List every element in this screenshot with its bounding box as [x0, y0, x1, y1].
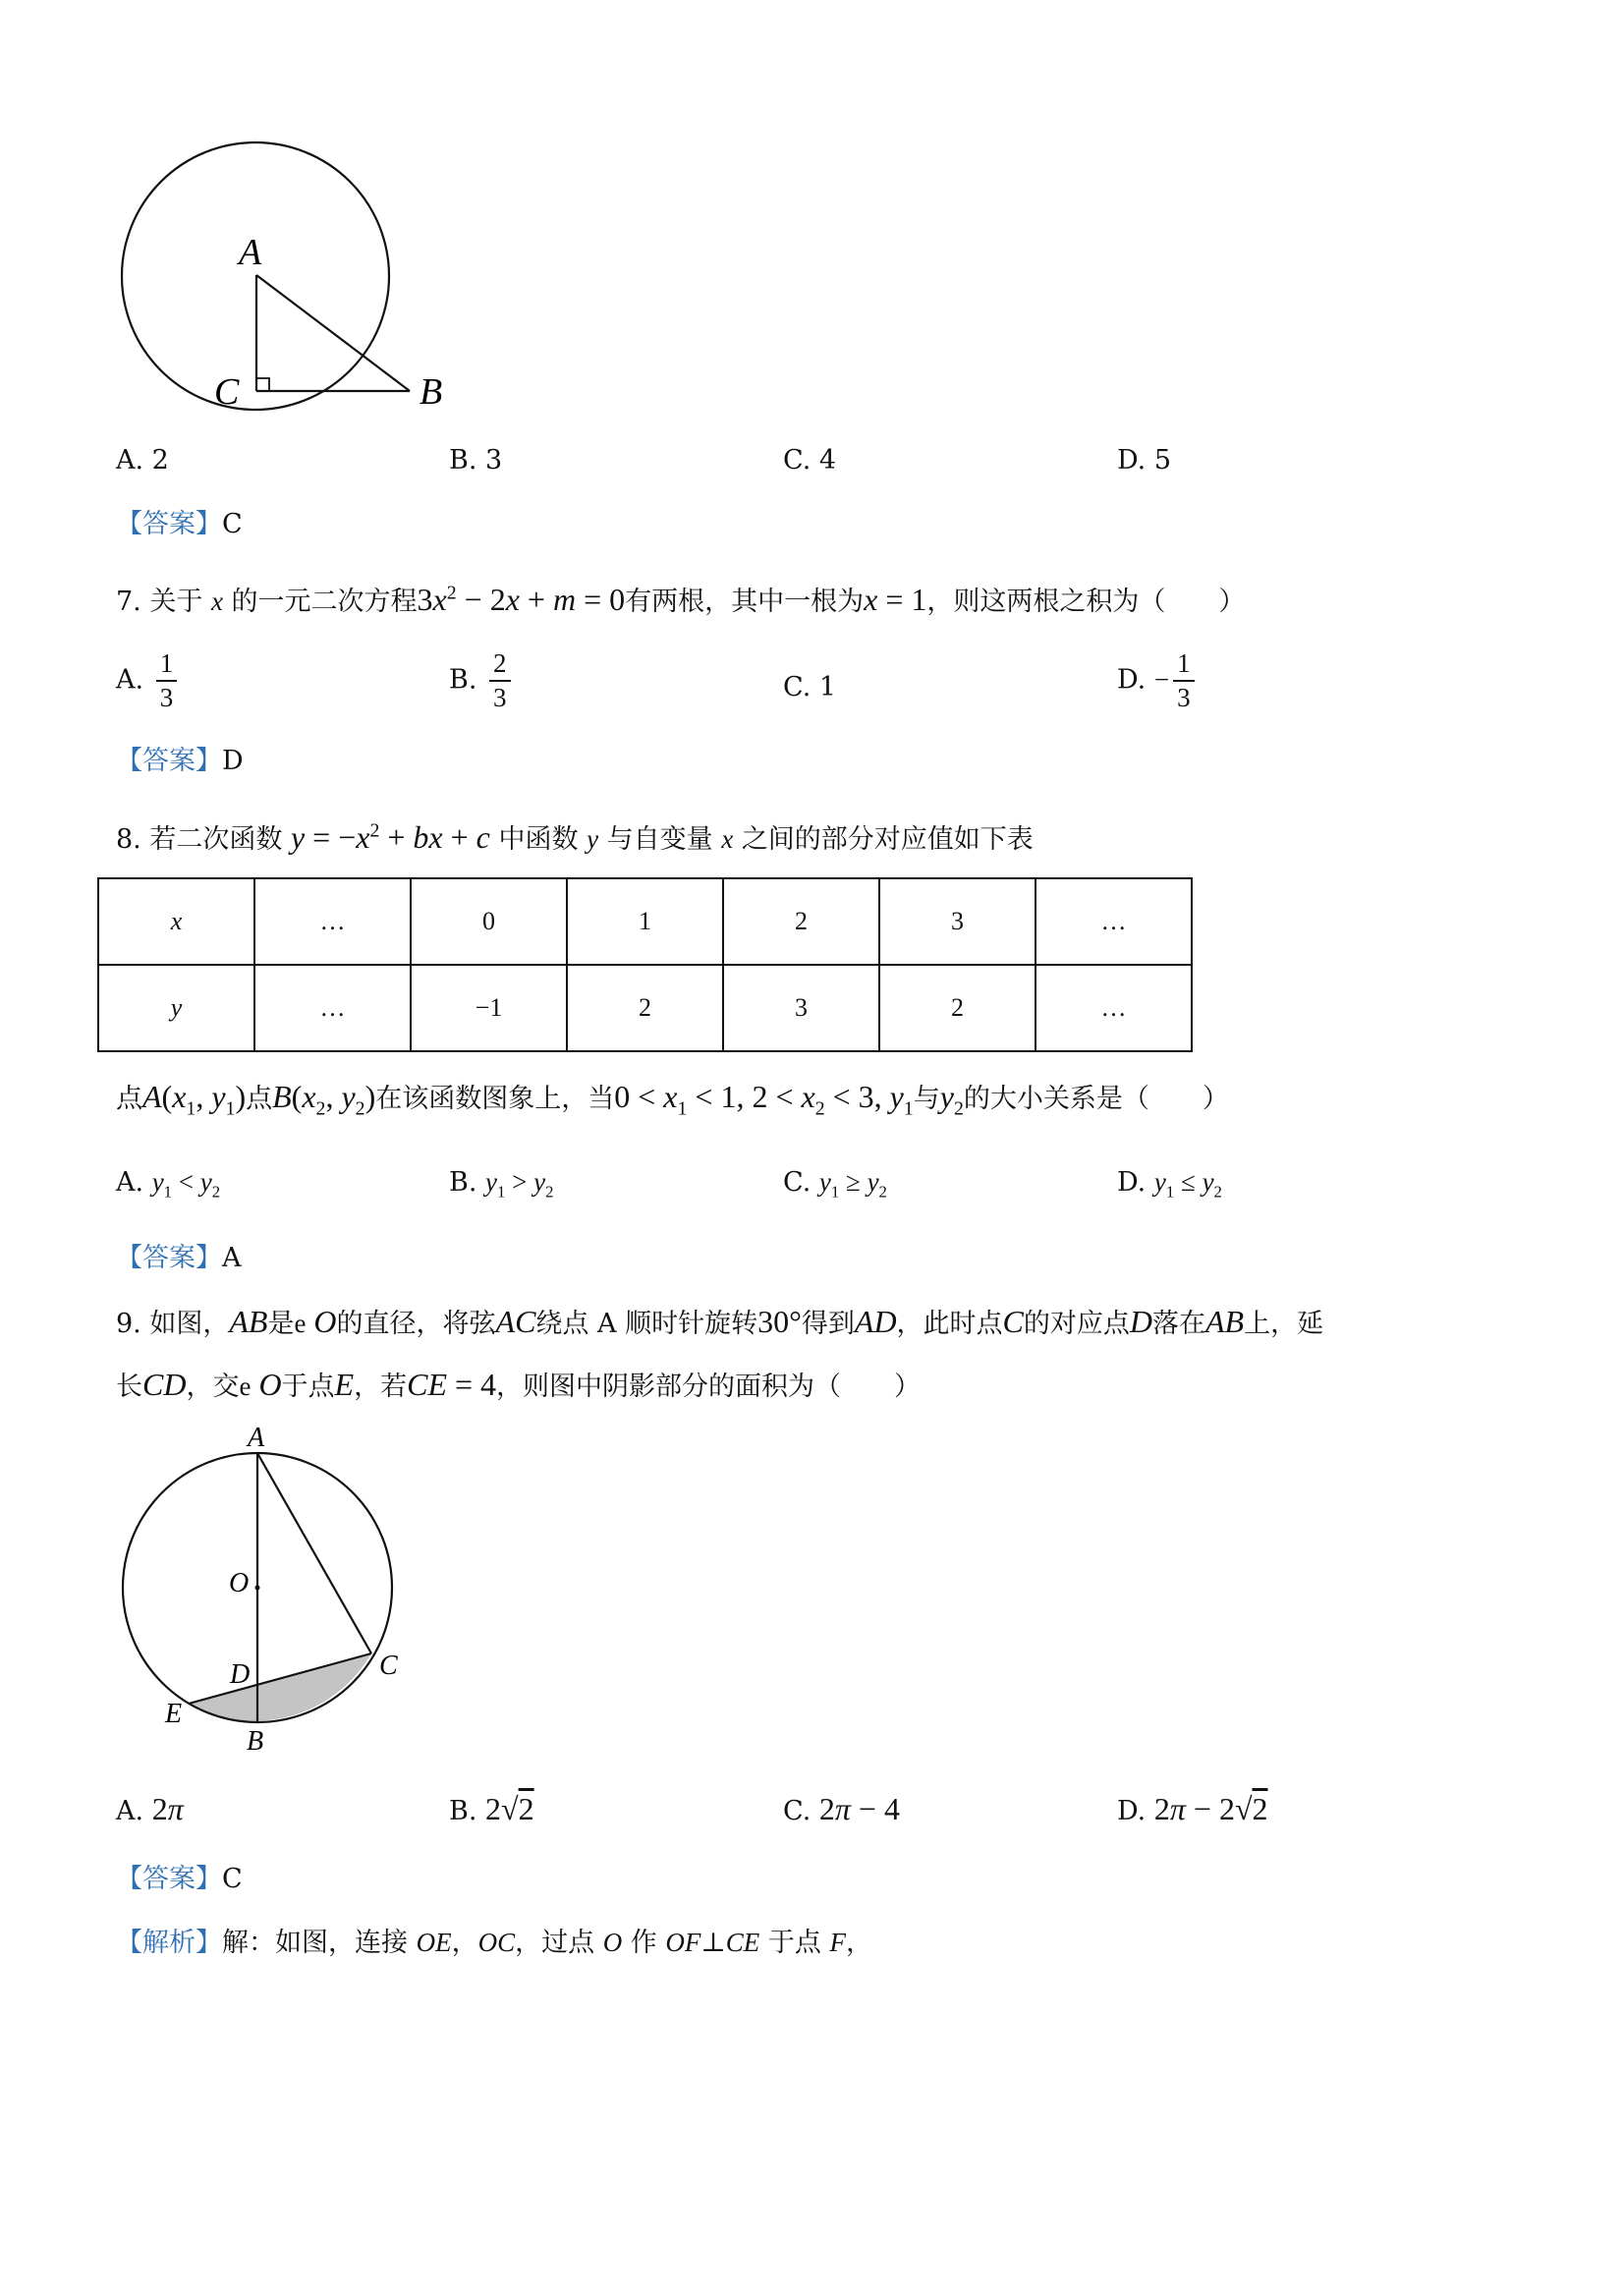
q9-math: OE	[416, 1928, 452, 1957]
option-label: B.	[449, 1167, 477, 1198]
q8-answer	[116, 1245, 242, 1271]
numerator: 2	[489, 650, 511, 682]
q8-text: 若二次函数	[149, 824, 283, 855]
option-math: $y_1 \ge y_2$	[818, 1167, 887, 1202]
q9-analysis: 【解析】解：如图，连接 OE，OC，过点 O 作 OF⊥CE 于点 F，	[116, 1928, 872, 1958]
table-cell: 2	[723, 878, 879, 965]
q6-figure	[108, 133, 462, 427]
q8-option-a[interactable]	[116, 1167, 221, 1202]
table-cell: …	[254, 965, 411, 1051]
q7-text: 关于	[149, 587, 203, 617]
q7-text: 的一元二次方程	[231, 587, 418, 617]
option-label: D.	[1117, 664, 1147, 696]
q9-answer	[116, 1866, 243, 1892]
table-cell: 3	[879, 878, 1035, 965]
q9-math-E: E	[334, 1367, 355, 1402]
option-math: 2π − 4	[818, 1791, 900, 1826]
q9-chord-AC	[257, 1453, 371, 1653]
q8-inequality: $0 < x_1 < 1$, $2 < x_2 < 3$, $y_1$	[614, 1079, 914, 1120]
table-cell: 3	[723, 965, 879, 1051]
q6-segment-AB	[256, 275, 410, 391]
table-cell: 2	[879, 965, 1035, 1051]
q7-stem	[116, 584, 1245, 615]
q9-label-D: D	[230, 1659, 251, 1690]
q9-math-C: C	[1002, 1304, 1024, 1339]
q8-text: 与	[913, 1084, 940, 1114]
q9-text: 9. 如图，	[116, 1309, 230, 1339]
numerator: 1	[156, 650, 178, 682]
q6-right-angle-mark	[256, 378, 269, 391]
q9-stem-line2	[116, 1369, 921, 1400]
q8-text: 点	[246, 1084, 273, 1114]
question-number: 7.	[116, 587, 141, 617]
q9-center-dot	[255, 1586, 260, 1591]
q8-text: 点	[116, 1084, 142, 1114]
q8-point-b: $B(x_2$, $y_2$)	[272, 1079, 376, 1120]
option-label: C.	[783, 1796, 812, 1826]
q7-option-c[interactable]: C. 1	[783, 672, 837, 702]
q9-label-A: A	[248, 1423, 265, 1453]
denominator: 3	[1177, 683, 1191, 712]
q8-text: 的大小关系是（ ）	[963, 1084, 1229, 1114]
q8-text: 之间的部分对应值如下表	[741, 824, 1034, 855]
q9-option-d[interactable]	[1117, 1793, 1268, 1824]
q6-label-C: C	[214, 371, 240, 413]
numerator: 1	[1173, 650, 1195, 682]
q9-text: 的直径，将弦	[336, 1309, 496, 1339]
table-cell: x	[98, 878, 254, 965]
table-cell: −1	[411, 965, 567, 1051]
option-math: $y_1 < y_2$	[151, 1167, 221, 1202]
fraction	[489, 650, 511, 711]
answer-tag: 【答案】	[116, 746, 222, 776]
option-label: D.	[1117, 1796, 1147, 1826]
q9-text: 于点	[281, 1372, 335, 1402]
q9-figure	[108, 1423, 422, 1761]
q9-text: 作	[630, 1928, 657, 1958]
q9-text: ，若	[354, 1372, 408, 1402]
q9-text: ，过点	[515, 1928, 595, 1958]
q9-math-D: D	[1129, 1304, 1152, 1339]
table-cell: 0	[411, 878, 567, 965]
answer-value: C	[222, 1864, 243, 1894]
option-label: B.	[449, 1796, 477, 1826]
q9-label-C: C	[379, 1651, 398, 1681]
answer-tag: 【答案】	[116, 1243, 222, 1273]
q9-label-B: B	[247, 1726, 264, 1757]
q6-option-c[interactable]: C. 4	[783, 445, 837, 476]
option-label: D.	[1117, 1167, 1147, 1198]
q7-option-b[interactable]	[449, 650, 515, 711]
q9-math-CE: CE = 4	[407, 1367, 497, 1402]
q8-y2: $y_2$	[939, 1079, 964, 1120]
fraction	[1173, 650, 1195, 711]
q9-text: 的对应点	[1023, 1309, 1130, 1339]
q9-text: ，交	[186, 1372, 240, 1402]
q9-text: ，	[846, 1928, 872, 1958]
table-row	[98, 965, 1192, 1051]
table-cell: 1	[567, 878, 723, 965]
q9-math-O2: O	[258, 1367, 282, 1402]
q6-option-a[interactable]: A. 2	[116, 445, 169, 476]
q8-var-x: x	[721, 824, 734, 854]
q6-answer	[116, 511, 243, 537]
option-label: A.	[116, 1796, 144, 1826]
q9-math-AD: AD	[854, 1304, 897, 1339]
option-label: A.	[116, 664, 144, 696]
option-math: $y_1 > y_2$	[485, 1167, 554, 1202]
answer-tag: 【答案】	[116, 509, 222, 539]
q9-math-angle: 30°	[757, 1304, 802, 1339]
q8-point-a: $A(x_1$, $y_1$)	[142, 1079, 247, 1120]
q9-math-CD: CD	[142, 1367, 187, 1402]
answer-value: A	[222, 1243, 242, 1273]
q8-option-d[interactable]	[1117, 1167, 1222, 1202]
table-cell: y	[98, 965, 254, 1051]
q9-math: F	[829, 1928, 846, 1957]
q7-text: 有两根，其中一根为	[625, 587, 865, 617]
option-math: 2π − 2√2	[1153, 1791, 1268, 1826]
q8-value-table	[97, 877, 1193, 1052]
table-cell: …	[254, 878, 411, 965]
q9-text: 上，延	[1244, 1309, 1324, 1339]
table-cell: 2	[567, 965, 723, 1051]
q6-label-A: A	[239, 232, 262, 273]
circle-symbol: e	[239, 1372, 252, 1401]
q9-math-AC: AC	[495, 1304, 536, 1339]
analysis-tag: 【解析】	[116, 1928, 222, 1958]
q7-option-a[interactable]	[116, 650, 181, 711]
denominator: 3	[493, 683, 507, 712]
q7-var-x: x	[210, 587, 223, 616]
q8-stem	[116, 821, 1034, 853]
q9-text: ，此时点	[896, 1309, 1003, 1339]
perp-symbol: ⊥	[700, 1928, 726, 1957]
q7-answer	[116, 748, 244, 774]
q9-option-c[interactable]	[783, 1793, 900, 1824]
option-label: B.	[449, 664, 477, 696]
table-cell: …	[1035, 878, 1192, 965]
q8-function: $y = -x^2$ + bx + c	[290, 819, 490, 855]
q9-text: ，则图中阴影部分的面积为（ ）	[496, 1372, 922, 1402]
q7-equation: $3x^2 - 2x + m = 0$	[417, 582, 626, 617]
option-math: $y_1 \le y_2$	[1153, 1167, 1222, 1202]
denominator: 3	[159, 683, 174, 712]
q8-text: 中函数	[498, 824, 579, 855]
q8-option-b[interactable]	[449, 1167, 554, 1202]
answer-tag: 【答案】	[116, 1864, 222, 1894]
q8-option-c[interactable]	[783, 1167, 887, 1202]
q9-stem-line1	[116, 1306, 1323, 1337]
answer-value: C	[222, 509, 243, 539]
q9-text: 解：如图，连接	[222, 1928, 408, 1958]
q9-option-b[interactable]	[449, 1793, 534, 1824]
q7-option-d[interactable]	[1117, 650, 1199, 711]
option-math: 2π	[151, 1791, 184, 1826]
q9-text: 长	[116, 1372, 142, 1402]
q9-math: CE	[725, 1928, 760, 1957]
minus-sign: −	[1153, 664, 1170, 695]
table-cell: …	[1035, 965, 1192, 1051]
q9-math: O	[602, 1928, 623, 1957]
q9-label-E: E	[165, 1699, 183, 1729]
q9-math: OC	[477, 1928, 516, 1957]
q6-label-B: B	[420, 371, 443, 413]
fraction	[156, 650, 178, 711]
q9-text: 是	[267, 1309, 295, 1339]
q9-math-AB2: AB	[1205, 1304, 1245, 1339]
q9-text: 得到	[801, 1309, 855, 1339]
q7-root: x = 1	[864, 582, 927, 617]
option-label: C.	[783, 1167, 812, 1198]
option-label: A.	[116, 1167, 144, 1198]
q9-math-O: O	[313, 1304, 337, 1339]
q9-text: 绕点 A 顺时针旋转	[535, 1309, 758, 1339]
q9-math-AB: AB	[229, 1304, 268, 1339]
q6-option-b[interactable]: B. 3	[449, 445, 503, 476]
question-number: 8.	[116, 824, 141, 855]
q9-text: 落在	[1152, 1309, 1205, 1339]
q7-text: ，则这两根之积为（ ）	[926, 587, 1246, 617]
q8-text: 与自变量	[606, 824, 713, 855]
q8-var-y: y	[587, 824, 599, 854]
q9-label-O: O	[229, 1568, 250, 1598]
q8-condition	[116, 1079, 1229, 1120]
q9-math: OF	[665, 1928, 701, 1957]
q8-text: 在该函数图象上，当	[375, 1084, 615, 1114]
q9-option-a[interactable]	[116, 1793, 184, 1824]
q9-shaded-region	[189, 1653, 371, 1721]
table-row	[98, 878, 1192, 965]
answer-value: D	[222, 746, 244, 776]
q6-option-d[interactable]: D. 5	[1117, 445, 1172, 476]
q9-text: 于点	[767, 1928, 821, 1958]
option-math: 2√2	[485, 1791, 534, 1826]
circle-symbol: e	[294, 1309, 307, 1338]
